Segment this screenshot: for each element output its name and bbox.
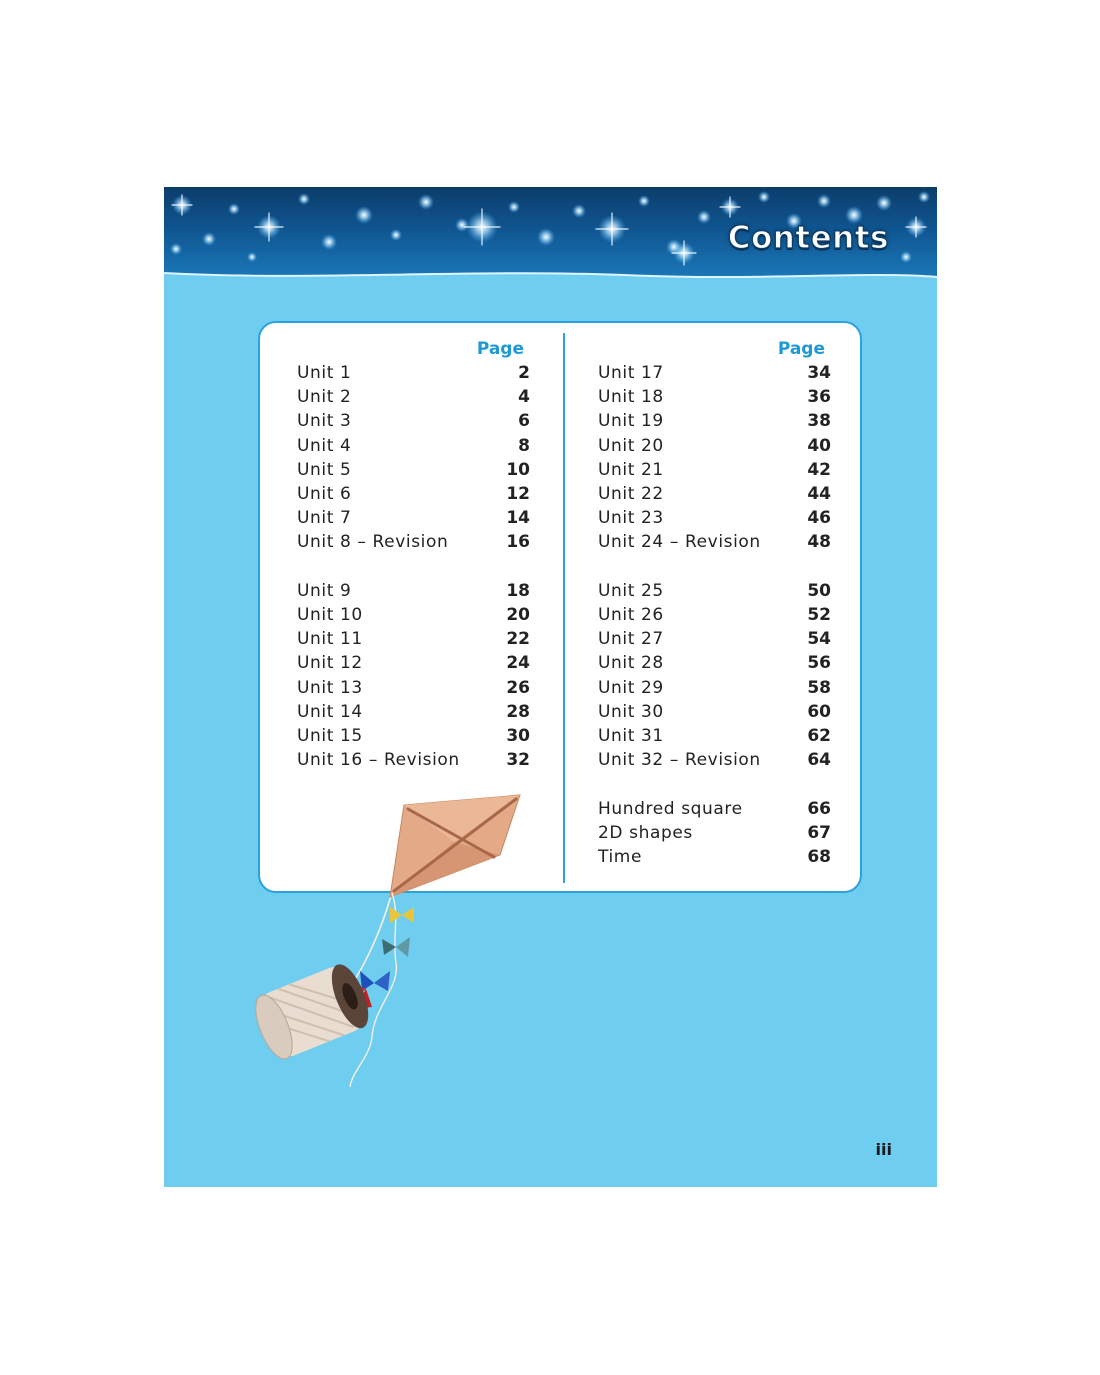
page-column-header: Page: [777, 339, 825, 359]
kite-with-string-spool-icon: [224, 787, 544, 1167]
contents-entry[interactable]: [598, 532, 831, 556]
entry-page-number: 36: [807, 387, 831, 408]
entry-title: Unit 6: [297, 484, 352, 504]
entry-page-number: 10: [506, 459, 530, 480]
column-divider: [563, 333, 565, 883]
entry-page-number: 24: [506, 653, 530, 674]
entry-title: Unit 28: [598, 653, 664, 674]
entry-title: Unit 25: [598, 580, 664, 601]
entry-page-number: 66: [807, 798, 831, 819]
entry-title: Unit 16 – Revision: [297, 750, 460, 771]
contents-entry[interactable]: [598, 411, 831, 435]
contents-entry[interactable]: [598, 823, 831, 847]
contents-entry[interactable]: [297, 436, 530, 460]
entry-title: Unit 2: [297, 387, 352, 408]
contents-entry[interactable]: [598, 726, 831, 750]
entry-title: Unit 26: [598, 605, 664, 625]
contents-entry[interactable]: [598, 629, 831, 653]
entry-title: Unit 29: [598, 677, 664, 698]
entry-title: Unit 13: [297, 677, 363, 698]
entry-page-number: 12: [506, 484, 530, 504]
entry-page-number: 54: [807, 629, 831, 650]
entry-title: Unit 8 – Revision: [297, 532, 449, 553]
contents-entry[interactable]: [297, 605, 530, 629]
contents-entry[interactable]: [297, 750, 530, 774]
contents-entry[interactable]: [297, 460, 530, 484]
contents-entry[interactable]: [297, 508, 530, 532]
banner-wave-edge: [164, 269, 937, 283]
contents-title: Contents: [727, 220, 889, 256]
entry-title: Unit 23: [598, 508, 664, 529]
entry-title: Unit 15: [297, 726, 363, 746]
entry-page-number: 4: [518, 387, 530, 408]
entry-page-number: 6: [518, 411, 530, 432]
entry-title: Unit 11: [297, 629, 363, 650]
contents-entry[interactable]: [297, 411, 530, 435]
entry-page-number: 62: [807, 726, 831, 746]
contents-entry[interactable]: [297, 484, 530, 508]
contents-entry[interactable]: [598, 363, 831, 387]
contents-entry[interactable]: [598, 581, 831, 605]
header-banner: [164, 187, 937, 279]
page-column-header: Page: [476, 339, 524, 359]
entry-title: Unit 30: [598, 701, 664, 722]
contents-entry[interactable]: [297, 726, 530, 750]
contents-entry[interactable]: [297, 387, 530, 411]
entry-page-number: 8: [518, 435, 530, 456]
contents-entry[interactable]: [297, 629, 530, 653]
entry-title: Unit 7: [297, 508, 352, 529]
entry-page-number: 44: [807, 484, 831, 504]
entry-page-number: 28: [506, 701, 530, 722]
entry-page-number: 16: [506, 532, 530, 553]
entry-title: Unit 14: [297, 701, 363, 722]
entry-page-number: 67: [807, 822, 831, 843]
entry-title: Unit 20: [598, 435, 664, 456]
entry-page-number: 34: [807, 363, 831, 383]
entry-page-number: 64: [807, 750, 831, 771]
contents-entry[interactable]: [297, 653, 530, 677]
entry-page-number: 50: [807, 580, 831, 601]
entry-page-number: 48: [807, 532, 831, 553]
entry-page-number: 2: [518, 363, 530, 383]
entry-page-number: 56: [807, 653, 831, 674]
contents-entry[interactable]: [297, 363, 530, 387]
entry-title: Unit 32 – Revision: [598, 750, 761, 771]
contents-entry[interactable]: [598, 847, 831, 871]
entry-title: Unit 12: [297, 653, 363, 674]
contents-entry[interactable]: [598, 484, 831, 508]
entry-title: Unit 31: [598, 726, 664, 746]
entry-title: Unit 19: [598, 411, 664, 432]
contents-entry[interactable]: [598, 460, 831, 484]
contents-entry[interactable]: [297, 702, 530, 726]
contents-entry[interactable]: [598, 605, 831, 629]
contents-entry[interactable]: [598, 799, 831, 823]
entry-title: Unit 27: [598, 629, 664, 650]
entry-title: Unit 17: [598, 363, 664, 383]
entry-title: Unit 24 – Revision: [598, 532, 761, 553]
entry-title: 2D shapes: [598, 822, 693, 843]
entry-page-number: 22: [506, 629, 530, 650]
entry-title: Time: [598, 847, 643, 867]
entry-title: Unit 1: [297, 363, 352, 383]
entry-title: Hundred square: [598, 798, 743, 819]
entry-page-number: 40: [807, 435, 831, 456]
entry-page-number: 14: [506, 508, 530, 529]
entry-title: Unit 10: [297, 605, 363, 625]
entry-title: Unit 5: [297, 459, 352, 480]
page-number: iii: [875, 1140, 892, 1159]
entry-title: Unit 22: [598, 484, 664, 504]
entry-page-number: 26: [506, 677, 530, 698]
entry-page-number: 18: [506, 580, 530, 601]
contents-entry[interactable]: [598, 678, 831, 702]
contents-entry[interactable]: [297, 532, 530, 556]
contents-entry[interactable]: [598, 750, 831, 774]
entry-title: Unit 9: [297, 580, 352, 601]
entry-page-number: 32: [506, 750, 530, 771]
entry-page-number: 52: [807, 605, 831, 625]
entry-title: Unit 3: [297, 411, 352, 432]
entry-page-number: 46: [807, 508, 831, 529]
contents-entry[interactable]: [598, 653, 831, 677]
contents-entry[interactable]: [297, 581, 530, 605]
contents-entry[interactable]: [598, 436, 831, 460]
entry-title: Unit 4: [297, 435, 352, 456]
entry-title: Unit 18: [598, 387, 664, 408]
entry-page-number: 38: [807, 411, 831, 432]
contents-entry[interactable]: [598, 387, 831, 411]
contents-entry[interactable]: [598, 508, 831, 532]
contents-entry[interactable]: [598, 702, 831, 726]
contents-page: [164, 187, 937, 1187]
entry-title: Unit 21: [598, 459, 664, 480]
contents-entry[interactable]: [297, 678, 530, 702]
entry-page-number: 68: [807, 847, 831, 867]
entry-page-number: 58: [807, 677, 831, 698]
entry-page-number: 42: [807, 459, 831, 480]
entry-page-number: 30: [506, 726, 530, 746]
entry-page-number: 60: [807, 701, 831, 722]
entry-page-number: 20: [506, 605, 530, 625]
